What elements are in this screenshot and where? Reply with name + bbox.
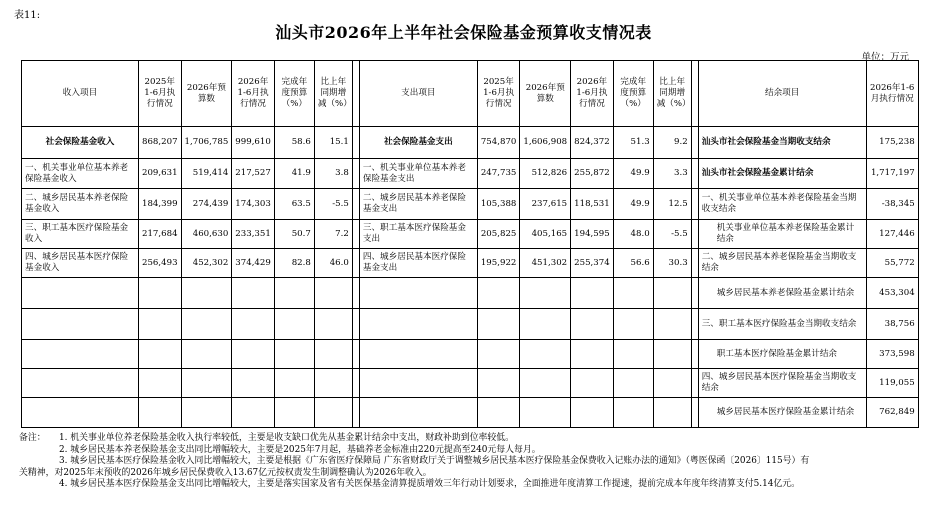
column-gap: [691, 249, 698, 278]
table-row: [22, 309, 919, 340]
expense-2026-cell: [571, 340, 614, 369]
header-expense-pct: 完成年度预算（%）: [613, 61, 653, 127]
expense-item-cell: [359, 369, 477, 398]
income-budget-cell: 452,302: [181, 249, 232, 278]
expense-yoy-cell: 9.2: [653, 127, 691, 159]
income-2026-cell: [232, 369, 275, 398]
income-2026-cell: [232, 278, 275, 309]
header-expense-yoy: 比上年同期增减（%）: [653, 61, 691, 127]
expense-budget-cell: 451,302: [520, 249, 571, 278]
expense-yoy-cell: 12.5: [653, 189, 691, 220]
expense-2026-cell: [571, 309, 614, 340]
budget-table: [21, 60, 919, 428]
income-item-cell: 四、城乡居民基本医疗保险基金收入: [22, 249, 139, 278]
balance-item-cell: 职工基本医疗保险基金累计结余: [698, 340, 866, 369]
expense-2025-cell: 195,922: [477, 249, 520, 278]
expense-2026-cell: 255,872: [571, 159, 614, 189]
income-pct-cell: 50.7: [274, 220, 314, 249]
income-budget-cell: 460,630: [181, 220, 232, 249]
column-gap: [691, 61, 698, 127]
expense-item-cell: 三、职工基本医疗保险基金支出: [359, 220, 477, 249]
expense-budget-cell: [520, 278, 571, 309]
expense-budget-cell: 405,165: [520, 220, 571, 249]
income-budget-cell: [181, 340, 232, 369]
expense-2025-cell: 205,825: [477, 220, 520, 249]
income-budget-cell: 519,414: [181, 159, 232, 189]
column-gap: [691, 189, 698, 220]
expense-2026-cell: 194,595: [571, 220, 614, 249]
column-gap: [352, 340, 359, 369]
income-item-cell: 一、机关事业单位基本养老保险基金收入: [22, 159, 139, 189]
expense-yoy-cell: [653, 369, 691, 398]
expense-pct-cell: 48.0: [613, 220, 653, 249]
expense-yoy-cell: [653, 309, 691, 340]
expense-budget-cell: [520, 398, 571, 428]
expense-item-cell: 四、城乡居民基本医疗保险基金支出: [359, 249, 477, 278]
income-budget-cell: 274,439: [181, 189, 232, 220]
table-row: [22, 189, 919, 220]
balance-item-cell: 汕头市社会保险基金累计结余: [698, 159, 866, 189]
income-2026-cell: [232, 309, 275, 340]
expense-item-cell: [359, 398, 477, 428]
income-2025-cell: 256,493: [139, 249, 182, 278]
income-yoy-cell: 7.2: [314, 220, 352, 249]
income-pct-cell: 63.5: [274, 189, 314, 220]
expense-yoy-cell: [653, 278, 691, 309]
expense-budget-cell: [520, 309, 571, 340]
expense-yoy-cell: -5.5: [653, 220, 691, 249]
income-pct-cell: [274, 309, 314, 340]
income-yoy-cell: 3.8: [314, 159, 352, 189]
income-budget-cell: 1,706,785: [181, 127, 232, 159]
income-2026-cell: [232, 340, 275, 369]
income-2025-cell: [139, 340, 182, 369]
header-income-2025: 2025年1-6月执行情况: [139, 61, 182, 127]
expense-2025-cell: 247,735: [477, 159, 520, 189]
table-number-label: 表11:: [14, 10, 41, 21]
income-pct-cell: [274, 278, 314, 309]
income-pct-cell: [274, 398, 314, 428]
balance-item-cell: 城乡居民基本养老保险基金累计结余: [698, 278, 866, 309]
income-yoy-cell: [314, 309, 352, 340]
expense-2026-cell: 255,374: [571, 249, 614, 278]
expense-budget-cell: 237,615: [520, 189, 571, 220]
income-item-cell: [22, 340, 139, 369]
expense-budget-cell: [520, 369, 571, 398]
column-gap: [352, 220, 359, 249]
page-title: 汕头市2026年上半年社会保险基金预算收支情况表: [275, 23, 652, 42]
balance-value-cell: 119,055: [866, 369, 918, 398]
column-gap: [352, 309, 359, 340]
income-2025-cell: [139, 398, 182, 428]
header-row: [22, 61, 919, 127]
note-1: 1. 机关事业单位养老保险基金收入执行率较低，主要是收支缺口优先从基金累计结余中支出，财政补助到位率较低。: [59, 433, 515, 443]
income-item-cell: 三、职工基本医疗保险基金收入: [22, 220, 139, 249]
income-budget-cell: [181, 278, 232, 309]
table-row: [22, 369, 919, 398]
column-gap: [691, 369, 698, 398]
table-row: [22, 159, 919, 189]
header-income-budget: 2026年预算数: [181, 61, 232, 127]
balance-value-cell: 762,849: [866, 398, 918, 428]
income-item-cell: 二、城乡居民基本养老保险基金收入: [22, 189, 139, 220]
income-yoy-cell: [314, 398, 352, 428]
expense-budget-cell: [520, 340, 571, 369]
header-expense-item: 支出项目: [359, 61, 477, 127]
balance-value-cell: 55,772: [866, 249, 918, 278]
expense-budget-cell: 1,606,908: [520, 127, 571, 159]
header-balance-2026: 2026年1-6月执行情况: [866, 61, 918, 127]
income-2025-cell: 184,399: [139, 189, 182, 220]
header-income-yoy: 比上年同期增减（%）: [314, 61, 352, 127]
balance-item-cell: 机关事业单位基本养老保险基金累计结余: [698, 220, 866, 249]
balance-item-cell: 四、城乡居民基本医疗保险基金当期收支结余: [698, 369, 866, 398]
expense-2026-cell: 824,372: [571, 127, 614, 159]
balance-item-cell: 三、职工基本医疗保险基金当期收支结余: [698, 309, 866, 340]
column-gap: [691, 159, 698, 189]
header-balance-item: 结余项目: [698, 61, 866, 127]
expense-yoy-cell: [653, 398, 691, 428]
expense-2025-cell: [477, 340, 520, 369]
column-gap: [691, 309, 698, 340]
income-item-cell: [22, 369, 139, 398]
note-4: 4. 城乡居民基本医疗保险基金支出同比增幅较大，主要是落实国家及省有关医保基金清算提质增效三年行动计划要求，全面推进年度清算工作提速，提前完成本年度年终清算支付5.14亿元。: [59, 479, 801, 489]
expense-pct-cell: [613, 369, 653, 398]
column-gap: [352, 61, 359, 127]
expense-item-cell: 一、机关事业单位基本养老保险基金支出: [359, 159, 477, 189]
expense-pct-cell: [613, 340, 653, 369]
expense-item-cell: 社会保险基金支出: [359, 127, 477, 159]
header-income-item: 收入项目: [22, 61, 139, 127]
header-expense-2025: 2025年1-6月执行情况: [477, 61, 520, 127]
expense-item-cell: [359, 340, 477, 369]
expense-pct-cell: 49.9: [613, 159, 653, 189]
expense-2025-cell: [477, 278, 520, 309]
column-gap: [691, 127, 698, 159]
expense-budget-cell: 512,826: [520, 159, 571, 189]
income-2025-cell: [139, 309, 182, 340]
balance-item-cell: 汕头市社会保险基金当期收支结余: [698, 127, 866, 159]
table-row: [22, 220, 919, 249]
note-3-continued: 关精神，对2025年末预收的2026年城乡居民保费收入13.67亿元按权责发生制调整确认为2026年收入。: [19, 467, 432, 478]
expense-pct-cell: 51.3: [613, 127, 653, 159]
income-pct-cell: 82.8: [274, 249, 314, 278]
table-row: [22, 249, 919, 278]
income-pct-cell: 58.6: [274, 127, 314, 159]
column-gap: [352, 159, 359, 189]
balance-item-cell: 一、机关事业单位基本养老保险基金当期收支结余: [698, 189, 866, 220]
expense-item-cell: 二、城乡居民基本养老保险基金支出: [359, 189, 477, 220]
income-2026-cell: 174,303: [232, 189, 275, 220]
expense-item-cell: [359, 278, 477, 309]
expense-2025-cell: [477, 369, 520, 398]
header-income-pct: 完成年度预算（%）: [274, 61, 314, 127]
column-gap: [352, 369, 359, 398]
balance-item-cell: 二、城乡居民基本养老保险基金当期收支结余: [698, 249, 866, 278]
expense-pct-cell: [613, 398, 653, 428]
table-row: [22, 127, 919, 159]
balance-value-cell: 373,598: [866, 340, 918, 369]
income-pct-cell: 41.9: [274, 159, 314, 189]
income-yoy-cell: [314, 278, 352, 309]
income-budget-cell: [181, 398, 232, 428]
column-gap: [691, 220, 698, 249]
expense-2026-cell: [571, 398, 614, 428]
column-gap: [352, 127, 359, 159]
expense-2026-cell: [571, 369, 614, 398]
column-gap: [352, 189, 359, 220]
table-row: [22, 340, 919, 369]
column-gap: [691, 398, 698, 428]
column-gap: [691, 278, 698, 309]
note-3: 3. 城乡居民基本医疗保险基金收入同比增幅较大，主要是根据《广东省医疗保障局 广东省财政厅关于调整城乡居民基本医疗保险基金保费收入记账办法的通知》（粤医保函〔2026〕115号）有: [59, 456, 810, 466]
notes-section: [19, 433, 909, 491]
balance-value-cell: -38,345: [866, 189, 918, 220]
income-yoy-cell: [314, 369, 352, 398]
expense-pct-cell: [613, 278, 653, 309]
expense-pct-cell: 49.9: [613, 189, 653, 220]
income-pct-cell: [274, 369, 314, 398]
table-row: [22, 398, 919, 428]
income-pct-cell: [274, 340, 314, 369]
expense-yoy-cell: 3.3: [653, 159, 691, 189]
notes-label: 备注：: [19, 433, 46, 443]
income-item-cell: [22, 309, 139, 340]
expense-2026-cell: [571, 278, 614, 309]
balance-value-cell: 1,717,197: [866, 159, 918, 189]
expense-yoy-cell: 30.3: [653, 249, 691, 278]
income-budget-cell: [181, 309, 232, 340]
income-2025-cell: [139, 278, 182, 309]
expense-pct-cell: 56.6: [613, 249, 653, 278]
expense-yoy-cell: [653, 340, 691, 369]
income-item-cell: [22, 398, 139, 428]
balance-value-cell: 175,238: [866, 127, 918, 159]
balance-item-cell: 城乡居民基本医疗保险基金累计结余: [698, 398, 866, 428]
income-2026-cell: 217,527: [232, 159, 275, 189]
expense-2025-cell: [477, 398, 520, 428]
column-gap: [352, 278, 359, 309]
income-yoy-cell: 15.1: [314, 127, 352, 159]
balance-value-cell: 38,756: [866, 309, 918, 340]
expense-pct-cell: [613, 309, 653, 340]
income-2025-cell: 209,631: [139, 159, 182, 189]
income-yoy-cell: 46.0: [314, 249, 352, 278]
expense-2025-cell: 754,870: [477, 127, 520, 159]
income-yoy-cell: -5.5: [314, 189, 352, 220]
income-2025-cell: 868,207: [139, 127, 182, 159]
expense-2025-cell: [477, 309, 520, 340]
income-yoy-cell: [314, 340, 352, 369]
header-expense-budget: 2026年预算数: [520, 61, 571, 127]
balance-value-cell: 453,304: [866, 278, 918, 309]
income-item-cell: [22, 278, 139, 309]
income-2026-cell: 999,610: [232, 127, 275, 159]
column-gap: [352, 398, 359, 428]
income-2025-cell: [139, 369, 182, 398]
income-item-cell: 社会保险基金收入: [22, 127, 139, 159]
income-2026-cell: 233,351: [232, 220, 275, 249]
note-2: 2. 城乡居民基本养老保险基金支出同比增幅较大，主要是2025年7月起，基础养老金标准由220元提高至240元每人每月。: [59, 444, 541, 455]
expense-2025-cell: 105,388: [477, 189, 520, 220]
income-2025-cell: 217,684: [139, 220, 182, 249]
income-budget-cell: [181, 369, 232, 398]
header-income-2026: 2026年1-6月执行情况: [232, 61, 275, 127]
expense-item-cell: [359, 309, 477, 340]
header-expense-2026: 2026年1-6月执行情况: [571, 61, 614, 127]
unit-label: 单位：万元: [861, 52, 909, 63]
column-gap: [691, 340, 698, 369]
balance-value-cell: 127,446: [866, 220, 918, 249]
income-2026-cell: [232, 398, 275, 428]
income-2026-cell: 374,429: [232, 249, 275, 278]
table-row: [22, 278, 919, 309]
expense-2026-cell: 118,531: [571, 189, 614, 220]
column-gap: [352, 249, 359, 278]
